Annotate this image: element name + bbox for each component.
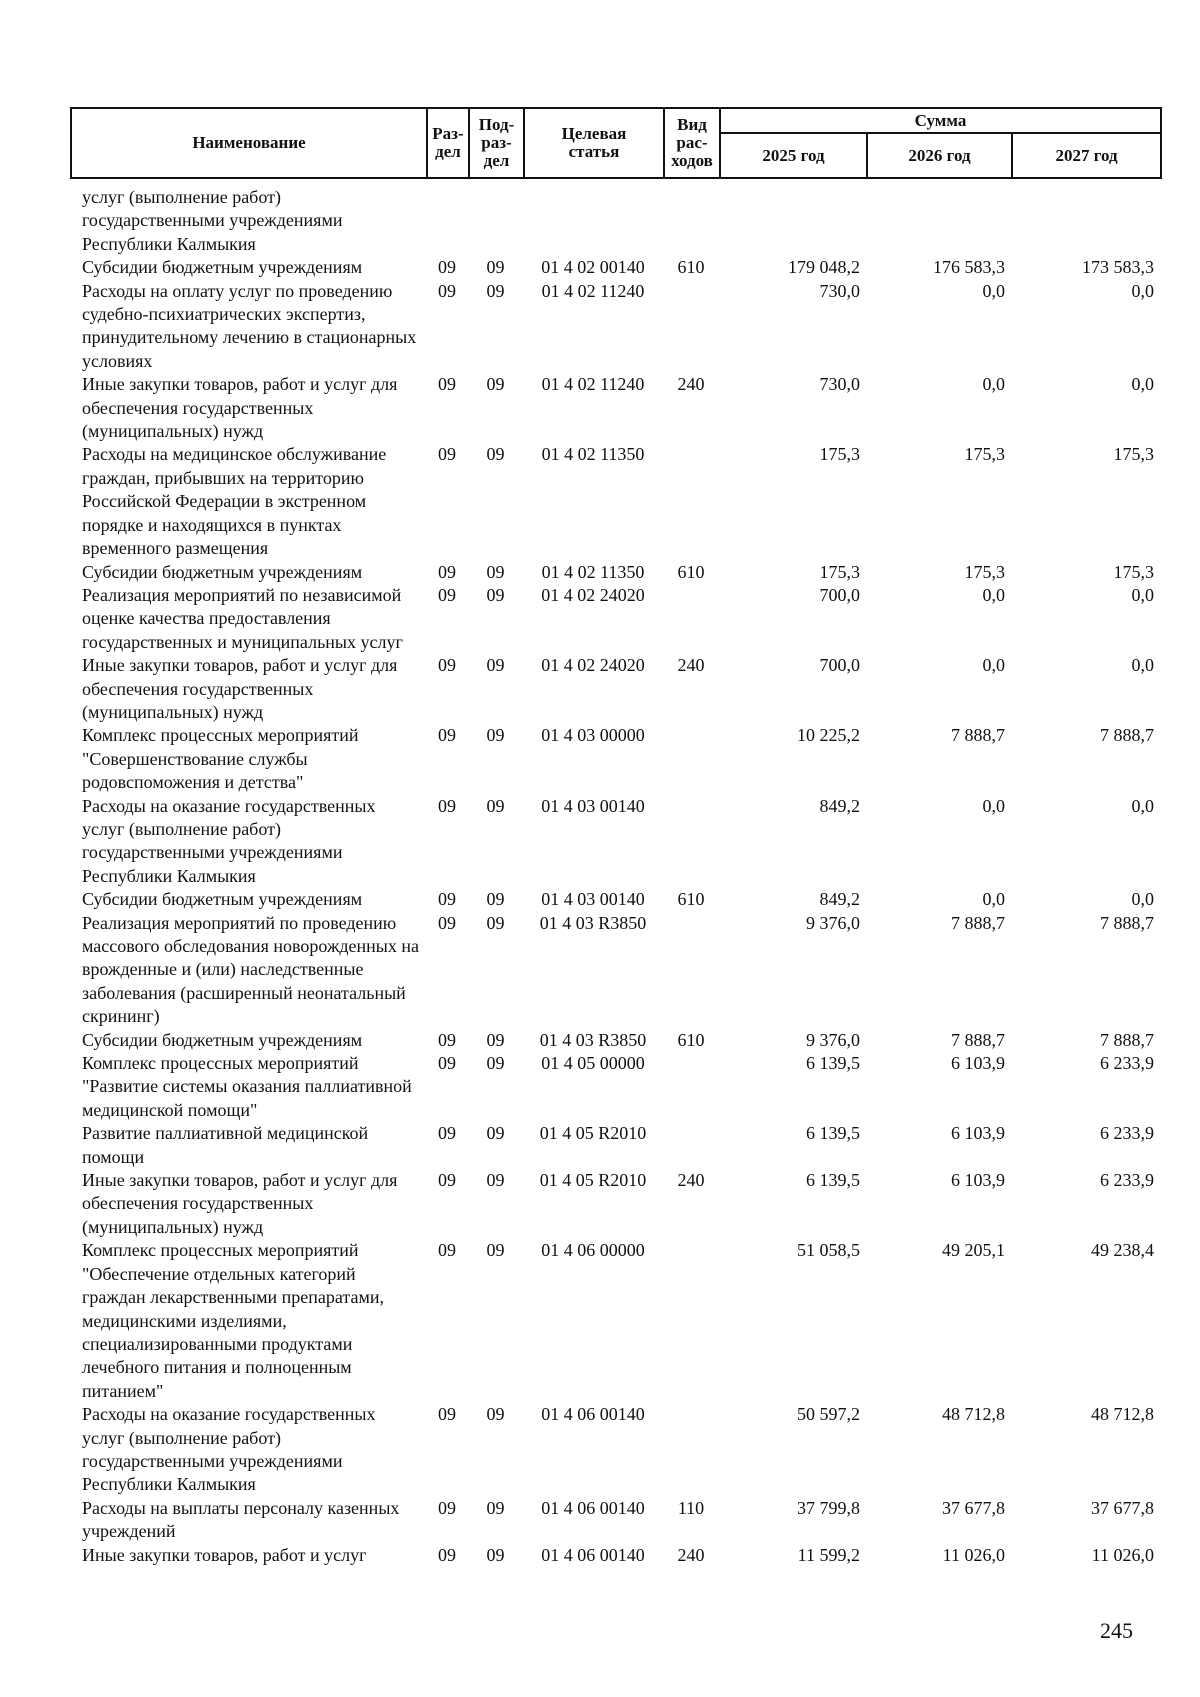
row-sum-2025: 6 139,5 <box>806 1123 860 1144</box>
row-podrazdel: 09 <box>486 1123 505 1144</box>
row-name: Расходы на оказание государственных услуг (выполнение работ) государственными учреждениями Республики Калмыкия <box>82 1404 376 1495</box>
row-sum-2026: 175,3 <box>964 561 1005 582</box>
row-podrazdel: 09 <box>486 1029 505 1050</box>
table-row <box>70 724 1160 794</box>
row-sum-2027: 37 677,8 <box>1091 1497 1154 1518</box>
row-podrazdel: 09 <box>486 374 505 395</box>
row-name: Иные закупки товаров, работ и услуг для обеспечения государственных (муниципальных) нужд <box>82 1170 398 1237</box>
row-target: 01 4 05 00000 <box>541 1053 645 1074</box>
row-razdel: 09 <box>438 280 456 301</box>
row-sum-2027: 7 888,7 <box>1100 1029 1154 1050</box>
row-sum-2025: 11 599,2 <box>797 1544 860 1565</box>
table-row <box>70 1403 1160 1497</box>
row-sum-2027 <box>1011 186 1160 256</box>
row-sum-2026: 0,0 <box>982 280 1005 301</box>
row-razdel: 09 <box>438 1170 456 1191</box>
row-sum-2027: 6 233,9 <box>1100 1123 1154 1144</box>
row-sum-2025: 179 048,2 <box>788 257 860 278</box>
row-sum-2027: 173 583,3 <box>1082 257 1154 278</box>
row-vid <box>663 795 719 889</box>
row-razdel: 09 <box>438 912 456 933</box>
table-row <box>70 584 1160 654</box>
row-target: 01 4 06 00140 <box>541 1497 645 1518</box>
row-vid <box>663 912 719 1029</box>
table-row <box>70 1122 1160 1169</box>
row-sum-2026: 37 677,8 <box>942 1497 1005 1518</box>
table-row <box>70 1052 1160 1122</box>
header-name: Наименование <box>71 108 427 178</box>
row-podrazdel: 09 <box>486 1240 505 1261</box>
row-sum-2025: 51 058,5 <box>797 1240 860 1261</box>
table-row <box>70 1169 1160 1239</box>
row-sum-2025: 6 139,5 <box>806 1170 860 1191</box>
row-razdel: 09 <box>438 1240 456 1261</box>
row-sum-2027: 0,0 <box>1131 795 1154 816</box>
table-row <box>70 654 1160 724</box>
row-sum-2027: 0,0 <box>1131 584 1154 605</box>
row-sum-2027: 11 026,0 <box>1091 1544 1154 1565</box>
row-name: Субсидии бюджетным учреждениям <box>82 889 363 910</box>
header-2025: 2025 год <box>720 133 867 178</box>
table-body <box>70 186 1160 1567</box>
row-name: Субсидии бюджетным учреждениям <box>82 561 363 582</box>
table-row <box>70 1544 1160 1567</box>
row-target: 01 4 03 R3850 <box>539 1029 647 1050</box>
header-2026: 2026 год <box>867 133 1012 178</box>
row-name: Развитие паллиативной медицинской помощи <box>82 1123 369 1167</box>
row-podrazdel: 09 <box>486 912 505 933</box>
table-row <box>70 795 1160 889</box>
row-sum-2026: 11 026,0 <box>942 1544 1005 1565</box>
table-row <box>70 373 1160 443</box>
header-sum: Сумма <box>720 108 1161 133</box>
row-sum-2025: 10 225,2 <box>797 725 860 746</box>
row-razdel: 09 <box>438 444 456 465</box>
row-sum-2025 <box>719 186 866 256</box>
header-vid: Вид рас- ходов <box>664 108 720 178</box>
row-target: 01 4 02 11240 <box>541 374 645 395</box>
row-name: Комплекс процессных мероприятий "Развитие системы оказания паллиативной медицинской помощи" <box>82 1053 412 1120</box>
row-name: Реализация мероприятий по проведению массового обследования новорожденных на врожденные и (или) наследственные заболевания (расширенный неонатальный скрининг) <box>82 912 420 1027</box>
row-target: 01 4 03 00140 <box>541 889 645 910</box>
row-vid: 610 <box>677 257 705 278</box>
row-podrazdel <box>468 186 523 256</box>
row-razdel: 09 <box>438 655 456 676</box>
row-target: 01 4 06 00140 <box>541 1404 645 1425</box>
table-row <box>70 443 1160 560</box>
row-target: 01 4 03 00000 <box>541 725 645 746</box>
row-sum-2026: 175,3 <box>964 444 1005 465</box>
row-sum-2026: 6 103,9 <box>951 1123 1005 1144</box>
row-sum-2026: 176 583,3 <box>933 257 1005 278</box>
row-razdel: 09 <box>438 725 456 746</box>
row-name: Расходы на медицинское обслуживание граждан, прибывших на территорию Российской Федерации в экстренном порядке и находящихся в пунктах временного размещения <box>82 444 387 559</box>
row-vid <box>663 186 719 256</box>
page-number: 245 <box>1100 1618 1133 1643</box>
header-podrazdel: Под- раз- дел <box>469 108 524 178</box>
row-vid: 610 <box>677 889 705 910</box>
row-razdel: 09 <box>438 561 456 582</box>
row-podrazdel: 09 <box>486 280 505 301</box>
row-vid: 610 <box>677 1029 705 1050</box>
row-sum-2026 <box>866 186 1011 256</box>
row-target: 01 4 02 24020 <box>541 655 645 676</box>
row-vid <box>663 1403 719 1497</box>
row-podrazdel: 09 <box>486 889 505 910</box>
row-sum-2025: 849,2 <box>819 795 860 816</box>
row-sum-2027: 175,3 <box>1113 561 1154 582</box>
row-sum-2026: 0,0 <box>982 795 1005 816</box>
row-sum-2026: 0,0 <box>982 889 1005 910</box>
row-name: Комплекс процессных мероприятий "Совершенствование службы родовспоможения и детства" <box>82 725 359 793</box>
row-name: Субсидии бюджетным учреждениям <box>82 257 363 278</box>
row-vid <box>663 280 719 374</box>
row-target: 01 4 05 R2010 <box>539 1123 647 1144</box>
row-sum-2025: 700,0 <box>819 584 860 605</box>
row-target: 01 4 02 11240 <box>541 280 645 301</box>
row-name: Расходы на оказание государственных услуг (выполнение работ) государственными учреждениями Республики Калмыкия <box>82 795 376 886</box>
row-podrazdel: 09 <box>486 1544 505 1565</box>
row-sum-2025: 175,3 <box>819 444 860 465</box>
row-vid <box>663 584 719 654</box>
row-sum-2027: 0,0 <box>1131 889 1154 910</box>
row-sum-2025: 700,0 <box>819 655 860 676</box>
table-row <box>70 1239 1160 1403</box>
table-header <box>70 107 1162 179</box>
row-sum-2025: 175,3 <box>819 561 860 582</box>
row-razdel <box>426 186 468 256</box>
table-row <box>70 1029 1160 1052</box>
table-row <box>70 280 1160 374</box>
row-podrazdel: 09 <box>486 1497 505 1518</box>
row-name: Иные закупки товаров, работ и услуг для обеспечения государственных (муниципальных) нужд <box>82 655 398 722</box>
row-sum-2025: 9 376,0 <box>806 1029 860 1050</box>
header-target: Целевая статья <box>524 108 664 178</box>
row-sum-2026: 0,0 <box>982 584 1005 605</box>
row-podrazdel: 09 <box>486 795 505 816</box>
row-name: Иные закупки товаров, работ и услуг <box>82 1544 367 1565</box>
header-razdel: Раз- дел <box>427 108 469 178</box>
row-target: 01 4 02 24020 <box>541 584 645 605</box>
row-podrazdel: 09 <box>486 655 505 676</box>
row-vid: 110 <box>677 1497 705 1518</box>
row-podrazdel: 09 <box>486 1053 505 1074</box>
row-razdel: 09 <box>438 1029 456 1050</box>
row-sum-2025: 6 139,5 <box>806 1053 860 1074</box>
row-sum-2027: 0,0 <box>1131 655 1154 676</box>
row-sum-2027: 0,0 <box>1131 374 1154 395</box>
row-sum-2027: 0,0 <box>1131 280 1154 301</box>
row-target: 01 4 03 00140 <box>541 795 645 816</box>
table-row <box>70 186 1160 256</box>
row-vid: 240 <box>677 655 705 676</box>
table-row <box>70 912 1160 1029</box>
row-razdel: 09 <box>438 257 456 278</box>
row-razdel: 09 <box>438 1053 456 1074</box>
row-sum-2026: 7 888,7 <box>951 912 1005 933</box>
row-vid: 240 <box>677 374 705 395</box>
row-sum-2027: 7 888,7 <box>1100 912 1154 933</box>
row-target: 01 4 06 00000 <box>541 1240 645 1261</box>
table-row <box>70 1497 1160 1544</box>
row-name: Реализация мероприятий по независимой оценке качества предоставления государственных и муниципальных услуг <box>82 584 403 652</box>
row-target: 01 4 03 R3850 <box>539 912 647 933</box>
row-vid: 610 <box>677 561 705 582</box>
row-name: Комплекс процессных мероприятий "Обеспечение отдельных категорий граждан лекарственными препаратами, медицинскими изделиями, специализированными продуктами лечебного питания и полноценным питанием" <box>82 1240 385 1401</box>
row-target: 01 4 06 00140 <box>541 1544 645 1565</box>
row-podrazdel: 09 <box>486 561 505 582</box>
row-podrazdel: 09 <box>486 584 505 605</box>
row-sum-2026: 0,0 <box>982 655 1005 676</box>
row-name: Субсидии бюджетным учреждениям <box>82 1029 363 1050</box>
row-vid <box>663 1122 719 1169</box>
row-vid <box>663 1052 719 1122</box>
row-sum-2025: 50 597,2 <box>797 1404 860 1425</box>
row-podrazdel: 09 <box>486 257 505 278</box>
table-row <box>70 561 1160 584</box>
row-razdel: 09 <box>438 1123 456 1144</box>
row-sum-2025: 37 799,8 <box>797 1497 860 1518</box>
row-name: услуг (выполнение работ) государственными учреждениями Республики Калмыкия <box>82 187 343 254</box>
row-sum-2025: 730,0 <box>819 374 860 395</box>
row-sum-2026: 7 888,7 <box>951 1029 1005 1050</box>
row-sum-2025: 849,2 <box>819 889 860 910</box>
row-vid <box>663 443 719 560</box>
row-razdel: 09 <box>438 374 456 395</box>
header-2027: 2027 год <box>1012 133 1161 178</box>
table-row <box>70 888 1160 911</box>
row-target: 01 4 02 11350 <box>541 444 645 465</box>
row-podrazdel: 09 <box>486 1404 505 1425</box>
row-razdel: 09 <box>438 889 456 910</box>
row-sum-2026: 48 712,8 <box>942 1404 1005 1425</box>
row-sum-2027: 49 238,4 <box>1091 1240 1154 1261</box>
row-target <box>523 186 663 256</box>
row-sum-2026: 6 103,9 <box>951 1053 1005 1074</box>
row-razdel: 09 <box>438 1404 456 1425</box>
row-sum-2025: 730,0 <box>819 280 860 301</box>
row-podrazdel: 09 <box>486 725 505 746</box>
table-row <box>70 256 1160 279</box>
row-podrazdel: 09 <box>486 444 505 465</box>
row-vid <box>663 724 719 794</box>
row-name: Расходы на выплаты персоналу казенных учреждений <box>82 1497 400 1542</box>
row-razdel: 09 <box>438 1544 456 1565</box>
row-razdel: 09 <box>438 795 456 816</box>
row-sum-2027: 6 233,9 <box>1100 1053 1154 1074</box>
row-sum-2027: 6 233,9 <box>1100 1170 1154 1191</box>
row-podrazdel: 09 <box>486 1170 505 1191</box>
row-sum-2026: 6 103,9 <box>951 1170 1005 1191</box>
row-name: Иные закупки товаров, работ и услуг для обеспечения государственных (муниципальных) нужд <box>82 374 398 442</box>
row-vid: 240 <box>677 1170 705 1191</box>
row-razdel: 09 <box>438 584 456 605</box>
row-sum-2026: 0,0 <box>982 374 1005 395</box>
row-sum-2026: 49 205,1 <box>942 1240 1005 1261</box>
row-vid <box>663 1239 719 1403</box>
row-target: 01 4 02 00140 <box>541 257 645 278</box>
row-sum-2026: 7 888,7 <box>951 725 1005 746</box>
row-target: 01 4 02 11350 <box>541 561 645 582</box>
row-sum-2027: 48 712,8 <box>1091 1404 1154 1425</box>
row-sum-2027: 175,3 <box>1113 444 1154 465</box>
row-razdel: 09 <box>438 1497 456 1518</box>
row-target: 01 4 05 R2010 <box>539 1170 647 1191</box>
row-vid: 240 <box>677 1544 705 1565</box>
row-sum-2025: 9 376,0 <box>806 912 860 933</box>
row-name: Расходы на оплату услуг по проведению судебно-психиатрических экспертиз, принудительному лечению в стационарных условиях <box>82 280 417 371</box>
row-sum-2027: 7 888,7 <box>1100 725 1154 746</box>
